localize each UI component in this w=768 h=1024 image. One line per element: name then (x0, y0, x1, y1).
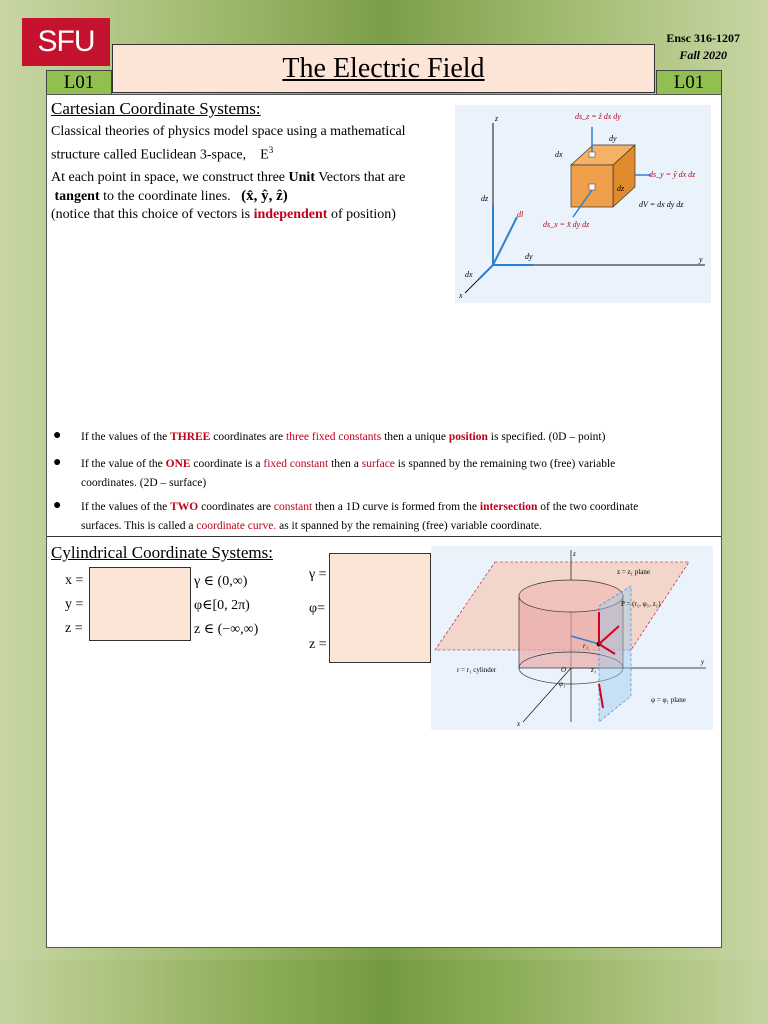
lecture-tag-right: L01 (656, 70, 722, 95)
p2-line2 (51, 187, 461, 206)
cube-dz-label: dz (617, 184, 625, 193)
cyl-x-axis (523, 668, 571, 722)
b1-a: If the values of the (81, 431, 171, 443)
b2-g: is spanned by the remaining two (free) variable (394, 458, 616, 470)
p3-independent: independent (253, 207, 328, 222)
b3-c: coordinates are (198, 501, 274, 513)
bullet-1-text (81, 428, 711, 447)
cartesian-svg (455, 105, 711, 303)
bullet-2-text (81, 455, 711, 493)
p2-post: Vectors that are (314, 170, 406, 185)
cylindrical-figure (431, 546, 713, 730)
b1-g: is specified. (0D – point) (487, 431, 606, 443)
b3-j: as it spanned by the remaining (free) variable coordinate. (276, 520, 542, 532)
xyz-answer-box[interactable] (89, 567, 191, 641)
page-title: The Electric Field (282, 53, 485, 84)
bullet-dot: ● (53, 428, 62, 443)
origin-label: O (561, 666, 567, 674)
z-eq: z = (65, 621, 83, 636)
z1-label: z₁ (591, 666, 597, 674)
b1-e: then a unique (381, 431, 449, 443)
p1-line2-wrap (51, 141, 451, 165)
p3-post: of position) (327, 207, 396, 222)
b1-b: THREE (170, 431, 211, 443)
point-label: P = (r₁, φ₁, z₁) (621, 600, 661, 608)
z2-eq: z = (309, 637, 327, 652)
cube-front-patch (589, 184, 595, 190)
phi1-label: φ₁ (559, 680, 566, 688)
x-eq: x = (65, 573, 84, 588)
b2-h: coordinates. (2D – surface) (81, 477, 207, 489)
cartesian-paragraph-2 (51, 169, 461, 224)
p2-line1 (51, 169, 461, 187)
b2-b: ONE (165, 458, 191, 470)
x-axis-label: x (459, 291, 463, 300)
cylindrical-svg (431, 546, 713, 730)
p2-pre: At each point in space, we construct three (51, 170, 289, 185)
p3-pre: (notice that this choice of vectors is (51, 207, 254, 222)
range-phi: φ∈[0, 2π) (194, 598, 250, 613)
b2-e: then a (328, 458, 362, 470)
dsx-label: ds_x = x̂ dy dz (543, 220, 590, 229)
cube-dy-label: dy (609, 134, 617, 143)
bottom-band (0, 960, 768, 1024)
y-eq: y = (65, 597, 84, 612)
bullet-dot: ● (53, 455, 62, 470)
cyl-z-label: z (573, 550, 576, 558)
cartesian-heading: Cartesian Coordinate Systems: (51, 99, 261, 118)
dl-vector (493, 217, 517, 265)
range-z: z ∈ (−∞,∞) (194, 622, 259, 637)
dsz-label: ds_z = ẑ dx dy (575, 112, 621, 121)
phi-plane-label: φ = φ₁ plane (651, 696, 686, 704)
course-code: Ensc 316-1207 (666, 31, 740, 45)
b1-d: three fixed constants (286, 431, 382, 443)
course-info (666, 30, 740, 64)
bullet-3-text (81, 498, 711, 536)
dv-label: dV = dx dy dz (639, 200, 684, 209)
term: Fall 2020 (679, 48, 727, 62)
lecture-tag-left: L01 (46, 70, 112, 95)
z-plane-label: z = z₁ plane (617, 568, 651, 576)
p2-tangent: tangent (54, 189, 100, 204)
euclid-symbol: E (260, 147, 269, 163)
y-axis-label: y (699, 255, 703, 264)
b2-c: coordinate is a (190, 458, 264, 470)
euclid-sup: 3 (268, 145, 274, 155)
inverse-answer-box[interactable] (329, 553, 431, 663)
z-axis-label: z (495, 114, 499, 123)
cartesian-figure (455, 105, 711, 303)
b3-f: intersection (479, 501, 538, 513)
dz-side-label: dz (481, 194, 489, 203)
b3-d: constant (273, 501, 313, 513)
section-divider (47, 536, 721, 537)
b3-e: then a 1D curve is formed from the (312, 501, 480, 513)
p1-line1: Classical theories of physics model space using a mathematical (51, 124, 406, 139)
title-box (112, 44, 655, 93)
b2-f: surface (361, 458, 395, 470)
p3-line (51, 206, 461, 224)
p2-tail: to the coordinate lines. (99, 189, 231, 204)
b3-i: coordinate curve. (196, 520, 277, 532)
cube-dx-label: dx (555, 150, 563, 159)
p1-line2: structure called Euclidean 3-space, (51, 147, 247, 163)
dl-label: dl (517, 210, 524, 219)
dsy-label: ds_y = ŷ dx dz (649, 170, 696, 179)
cyl-x-label: x (517, 720, 521, 728)
dy-bottom-label: dy (525, 252, 533, 261)
cylindrical-heading: Cylindrical Coordinate Systems: (51, 543, 273, 562)
r1-label: r₁ (583, 642, 589, 650)
unit-vectors: (x̂, ŷ, ẑ) (241, 188, 288, 204)
bullet-dot: ● (53, 498, 62, 513)
b3-b: TWO (170, 501, 199, 513)
cube-top-patch (589, 152, 595, 157)
range-r: γ ∈ (0,∞) (194, 574, 248, 589)
b3-a: If the values of the (81, 501, 171, 513)
p2-unit: Unit (288, 170, 315, 185)
page-body (46, 94, 722, 948)
r-eq: γ = (309, 567, 327, 582)
sfu-logo: SFU (22, 18, 110, 66)
cylinder-label: r = r₁ cylinder (457, 666, 497, 674)
cartesian-paragraph-1 (51, 123, 451, 165)
b2-d: fixed constant (263, 458, 329, 470)
b3-g: of the two coordinate (537, 501, 639, 513)
dx-arrow (479, 265, 493, 279)
dx-bottom-label: dx (465, 270, 473, 279)
cyl-y-label: y (701, 658, 705, 666)
b2-a: If the value of the (81, 458, 166, 470)
b1-c: coordinates are (210, 431, 287, 443)
phi-eq: φ= (309, 601, 325, 616)
b3-h: surfaces. This is called a (81, 520, 197, 532)
b1-f: position (448, 431, 488, 443)
